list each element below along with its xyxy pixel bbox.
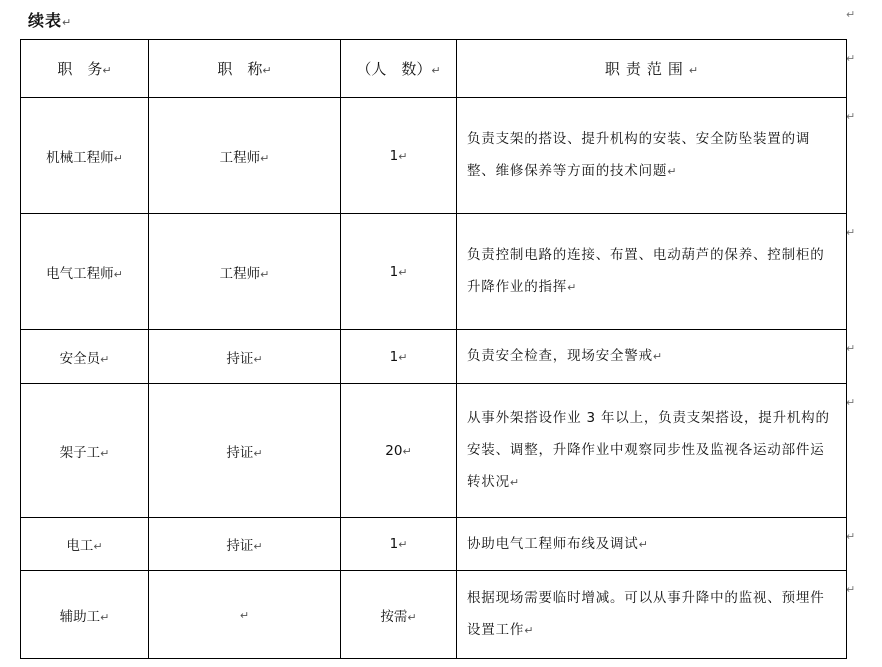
count-cell: 按需↵ <box>341 571 457 659</box>
title-cell: 持证↵ <box>149 384 341 518</box>
table-row <box>21 571 847 659</box>
title-cell: 工程师↵ <box>149 214 341 330</box>
header-cell: 职责范围↵ <box>457 40 847 98</box>
duties-cell: 负责控制电路的连接、布置、电动葫芦的保养、控制柜的升降作业的指挥↵ <box>457 214 847 330</box>
heading-text: 续表 <box>28 11 63 30</box>
table-row <box>21 518 847 571</box>
position-cell: 辅助工↵ <box>21 571 149 659</box>
title-cell: 工程师↵ <box>149 98 341 214</box>
table-continuation-heading <box>28 8 72 31</box>
count-cell: 1↵ <box>341 330 457 384</box>
position-cell: 电工↵ <box>21 518 149 571</box>
position-cell: 架子工↵ <box>21 384 149 518</box>
title-cell: 持证↵ <box>149 518 341 571</box>
paragraph-mark-icon: ↵ <box>846 396 856 409</box>
duties-cell: 负责安全检查，现场安全警戒↵ <box>457 330 847 384</box>
table-row <box>21 330 847 384</box>
paragraph-mark-icon: ↵ <box>846 52 856 65</box>
table-row <box>21 98 847 214</box>
position-cell: 电气工程师↵ <box>21 214 149 330</box>
staffing-table <box>20 39 847 659</box>
position-cell: 机械工程师↵ <box>21 98 149 214</box>
paragraph-mark-icon: ↵ <box>846 226 856 239</box>
paragraph-mark-icon: ↵ <box>846 342 856 355</box>
title-cell: 持证↵ <box>149 330 341 384</box>
position-cell: 安全员↵ <box>21 330 149 384</box>
duties-cell: 从事外架搭设作业 3 年以上，负责支架搭设，提升机构的安装、调整，升降作业中观察同步性及监视各运动部件运转状况↵ <box>457 384 847 518</box>
table-row <box>21 214 847 330</box>
count-cell: 1↵ <box>341 98 457 214</box>
duties-cell: 负责支架的搭设、提升机构的安装、安全防坠装置的调整、维修保养等方面的技术问题↵ <box>457 98 847 214</box>
paragraph-mark-icon: ↵ <box>846 583 856 596</box>
count-cell: 1↵ <box>341 214 457 330</box>
table-header-row <box>21 40 847 98</box>
header-cell: 职 务↵ <box>21 40 149 98</box>
count-cell: 1↵ <box>341 518 457 571</box>
paragraph-mark-icon: ↵ <box>846 530 856 543</box>
duties-cell: 协助电气工程师布线及调试↵ <box>457 518 847 571</box>
paragraph-mark-icon: ↵ <box>846 8 856 21</box>
header-cell: 职 称↵ <box>149 40 341 98</box>
header-cell: （人 数）↵ <box>341 40 457 98</box>
paragraph-mark-icon: ↵ <box>62 16 73 29</box>
title-cell: ↵ <box>149 571 341 659</box>
duties-cell: 根据现场需要临时增减。可以从事升降中的监视、预埋件设置工作↵ <box>457 571 847 659</box>
count-cell: 20↵ <box>341 384 457 518</box>
paragraph-mark-icon: ↵ <box>846 110 856 123</box>
table-row <box>21 384 847 518</box>
